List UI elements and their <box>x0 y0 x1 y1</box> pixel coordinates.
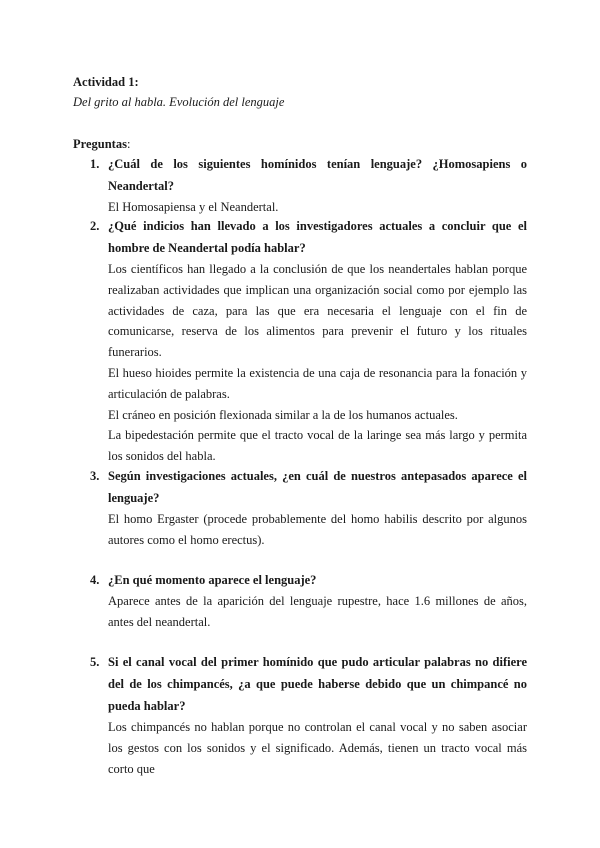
question-2-header <box>90 215 527 259</box>
question-2 <box>90 215 527 467</box>
question-4-number: 4. <box>90 573 100 587</box>
question-1-text: ¿Cuál de los siguientes homínidos tenían lenguaje? ¿Homosapiens o Neandertal? <box>108 157 527 193</box>
question-4-header <box>90 569 527 591</box>
question-4-text: ¿En qué momento aparece el lenguaje? <box>108 573 317 587</box>
answer-paragraph: El homo Ergaster (procede probablemente del homo habilis descrito por algunos autores como el homo erectus). <box>108 512 527 547</box>
question-3-number: 3. <box>90 469 100 483</box>
answer-paragraph: El hueso hioides permite la existencia de una caja de resonancia para la fonación y articulación de palabras. <box>108 365 527 401</box>
question-5-header <box>90 651 527 717</box>
activity-subtitle: Del grito al habla. Evolución del lenguaje <box>73 95 285 109</box>
answer-paragraph: El cráneo en posición flexionada similar a la de los humanos actuales. <box>108 407 458 422</box>
question-3 <box>90 465 527 551</box>
answer-paragraph: Los científicos han llegado a la conclusión de que los neandertales hablan porque realizaban actividades que implican una organización social como por ejemplo las actividades de caza, para las que era necesaria el lenguaje con el fin de comunicarse, reserva de los alimentos para prevenir el futuro y los rituales funerarios. <box>108 262 527 360</box>
answer-paragraph: La bipedestación permite que el tracto vocal de la laringe sea más largo y permita los sonidos del habla. <box>108 428 527 464</box>
question-1 <box>90 153 527 218</box>
question-5-answer <box>108 717 527 779</box>
question-5-number: 5. <box>90 655 100 669</box>
question-3-answer <box>108 509 527 551</box>
question-2-text: ¿Qué indicios han llevado a los investigadores actuales a concluir que el hombre de Neandertal podía hablar? <box>108 219 527 255</box>
questions-colon: : <box>126 137 131 151</box>
question-4 <box>90 569 527 633</box>
activity-header <box>73 72 284 112</box>
question-3-text: Según investigaciones actuales, ¿en cuál de nuestros antepasados aparece el lenguaje? <box>108 469 527 505</box>
questions-heading <box>73 134 130 154</box>
activity-title: Actividad 1: <box>73 75 139 89</box>
question-2-number: 2. <box>90 219 100 233</box>
question-5 <box>90 651 527 779</box>
answer-paragraph: El Homosapiensa y el Neandertal. <box>108 200 279 214</box>
question-1-header <box>90 153 527 197</box>
answer-paragraph: Los chimpancés no hablan porque no controlan el canal vocal y no saben asociar los gestos con los sonidos y el significado. Además, tienen un tracto vocal más corto que <box>108 720 527 776</box>
question-1-number: 1. <box>90 157 100 171</box>
question-2-answer <box>108 259 527 467</box>
question-3-header <box>90 465 527 509</box>
question-5-text: Si el canal vocal del primer homínido que pudo articular palabras no difiere del de los chimpancés, ¿a que puede haberse debido que un chimpancé no pueda hablar? <box>108 655 527 713</box>
question-4-answer <box>108 591 527 633</box>
questions-label: Preguntas <box>73 137 127 151</box>
answer-paragraph: Aparece antes de la aparición del lenguaje rupestre, hace 1.6 millones de años, antes del neandertal. <box>108 594 527 629</box>
